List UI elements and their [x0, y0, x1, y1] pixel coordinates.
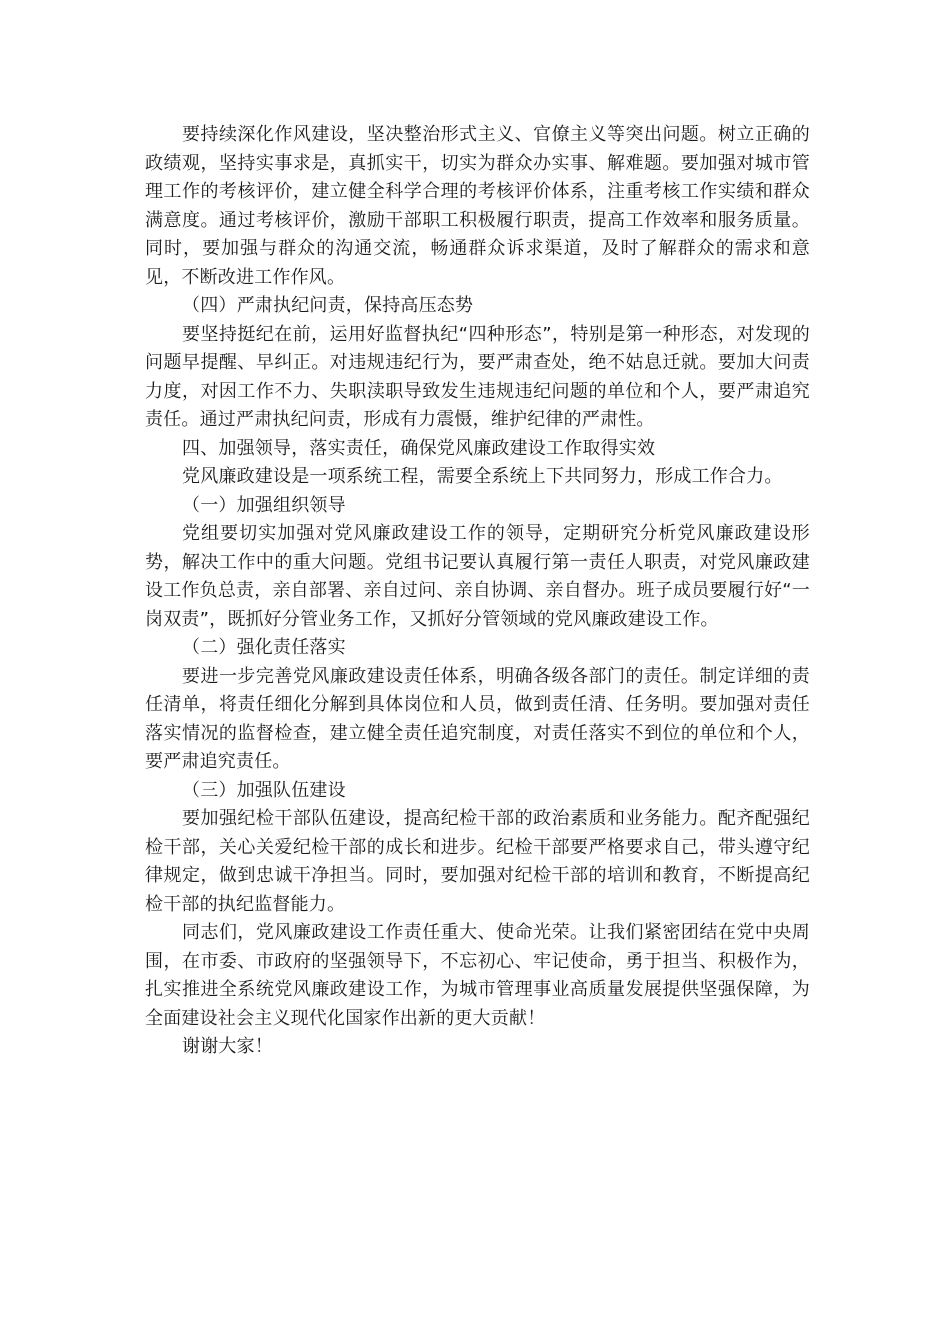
paragraph-thanks: 谢谢大家！ — [182, 1036, 273, 1057]
paragraph-organization: 党组要切实加强对党风廉政建设工作的领导，定期研究分析党风廉政建设形势，解决工作中的重大问题。党组书记要认真履行第一责任人职责，对党风廉政建设工作负总责，亲自部署、亲自过问、亲自协调、亲自督办。班子成员要履行好“一岗双责”，既抓好分管业务工作，又抓好分管领域的党风廉政建设工作。 — [145, 523, 810, 630]
paragraph-closing: 同志们，党风廉政建设工作责任重大、使命光荣。让我们紧密团结在党中央周围，在市委、市政府的坚强领导下，不忘初心、牢记使命，勇于担当、积极作为，扎实推进全系统党风廉政建设工作，为城市管理事业高质量发展提供坚强保障，为全面建设社会主义现代化国家作出新的更大贡献！ — [145, 922, 810, 1029]
section-heading-leadership: 四、加强领导，落实责任，确保党风廉政建设工作取得实效 — [182, 437, 656, 459]
paragraph-systems-engineering: 党风廉政建设是一项系统工程，需要全系统上下共同努力，形成工作合力。 — [182, 466, 783, 487]
subheading-organization: （一）加强组织领导 — [182, 494, 346, 516]
subheading-accountability: （四）严肃执纪问责，保持高压态势 — [182, 295, 474, 316]
subheading-responsibility: （二）强化责任落实 — [182, 637, 346, 658]
paragraph-responsibility: 要进一步完善党风廉政建设责任体系，明确各级各部门的责任。制定详细的责任清单，将责任细化分解到具体岗位和人员，做到责任清、任务明。要加强对责任落实情况的监督检查，建立健全责任追究制度，对责任落实不到位的单位和个人，要严肃追究责任。 — [145, 665, 810, 772]
paragraph-accountability: 要坚持挺纪在前，运用好监督执纪“四种形态”，特别是第一种形态，对发现的问题早提醒、早纠正。对违规违纪行为，要严肃查处，绝不姑息迁就。要加大问责力度，对因工作不力、失职渎职导致发生违规违纪问题的单位和个人，要严肃追究责任。通过严肃执纪问责，形成有力震慑，维护纪律的严肃性。 — [145, 323, 810, 430]
paragraph-work-style: 要持续深化作风建设，坚决整治形式主义、官僚主义等突出问题。树立正确的政绩观，坚持实事求是，真抓实干，切实为群众办实事、解难题。要加强对城市管理工作的考核评价，建立健全科学合理的考核评价体系，注重考核工作实绩和群众满意度。通过考核评价，激励干部职工积极履行职责，提高工作效率和服务质量。同时，要加强与群众的沟通交流，畅通群众诉求渠道，及时了解群众的需求和意见，不断改进工作作风。 — [145, 124, 810, 288]
document-body — [145, 121, 810, 1062]
subheading-team-building: （三）加强队伍建设 — [182, 779, 346, 801]
paragraph-team-building: 要加强纪检干部队伍建设，提高纪检干部的政治素质和业务能力。配齐配强纪检干部，关心关爱纪检干部的成长和进步。纪检干部要严格要求自己，带头遵守纪律规定，做到忠诚干净担当。同时，要加强对纪检干部的培训和教育，不断提高纪检干部的执纪监督能力。 — [145, 808, 810, 915]
